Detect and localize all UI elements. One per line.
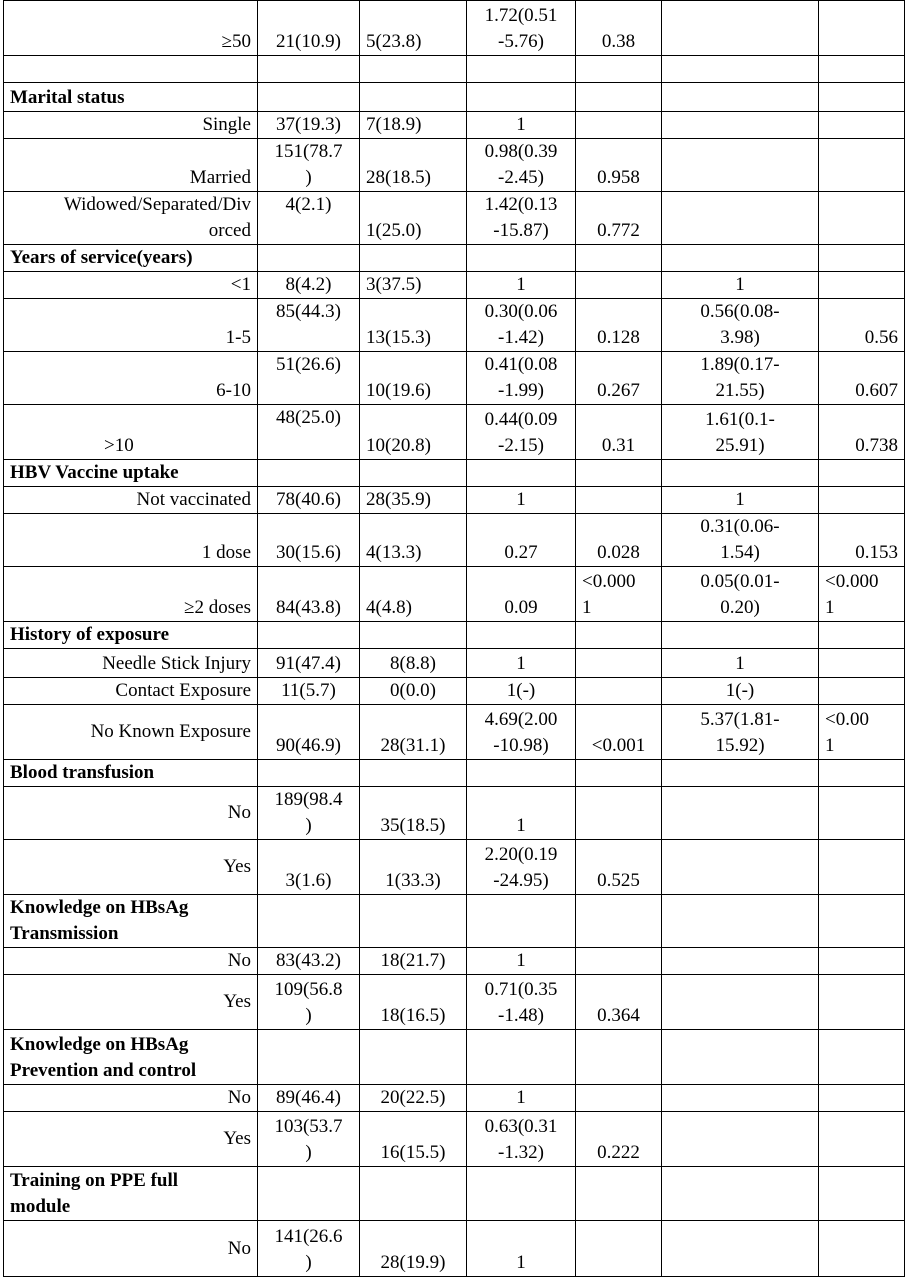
- cell-n-percent: 151(78.7 ): [258, 139, 360, 192]
- table-row: [4, 192, 905, 245]
- cell-positive: 35(18.5): [360, 787, 467, 840]
- cell-positive: 28(18.5): [360, 139, 467, 192]
- cell-aor: 1: [662, 649, 819, 678]
- cell-n-percent: 21(10.9): [258, 1, 360, 56]
- table-row-blank: [4, 56, 905, 83]
- cell-adj-p-value: [819, 649, 905, 678]
- cell-cor: 0.63(0.31 -1.32): [467, 1112, 576, 1167]
- cell-positive: 13(15.3): [360, 299, 467, 352]
- row-label: Yes: [4, 975, 258, 1030]
- cell-aor: [662, 192, 819, 245]
- section-label: Knowledge on HBsAg Prevention and control: [4, 1030, 258, 1085]
- cell-positive: 18(21.7): [360, 948, 467, 975]
- section-label: Years of service(years): [4, 245, 258, 272]
- cell-p-value: <0.001: [576, 705, 662, 760]
- cell-positive: 1(33.3): [360, 840, 467, 895]
- cell-positive: 28(35.9): [360, 487, 467, 514]
- cell-aor: 0.31(0.06- 1.54): [662, 514, 819, 567]
- cell-p-value: [576, 787, 662, 840]
- cell-aor: [662, 1, 819, 56]
- cell-adj-p-value: 0.153: [819, 514, 905, 567]
- section-label: Knowledge on HBsAg Transmission: [4, 895, 258, 948]
- cell-n-percent: 30(15.6): [258, 514, 360, 567]
- cell-cor: 0.27: [467, 514, 576, 567]
- cell-cor: 0.71(0.35 -1.48): [467, 975, 576, 1030]
- cell-cor: 1(-): [467, 678, 576, 705]
- table-section-row: [4, 1030, 905, 1085]
- cell-cor: 1: [467, 1221, 576, 1277]
- cell-aor: [662, 139, 819, 192]
- cell-n-percent: 89(46.4): [258, 1085, 360, 1112]
- section-label: Marital status: [4, 83, 258, 112]
- row-label: Not vaccinated: [4, 487, 258, 514]
- table-section-row: [4, 622, 905, 649]
- cell-p-value: 0.772: [576, 192, 662, 245]
- results-table-body: [4, 1, 905, 1277]
- cell-cor: 2.20(0.19 -24.95): [467, 840, 576, 895]
- cell-adj-p-value: [819, 1, 905, 56]
- cell-p-value: 0.31: [576, 405, 662, 460]
- row-label: 1-5: [4, 299, 258, 352]
- cell-p-value: [576, 487, 662, 514]
- cell-positive: 10(19.6): [360, 352, 467, 405]
- cell-aor: [662, 975, 819, 1030]
- row-label: No Known Exposure: [4, 705, 258, 760]
- cell-cor: 1.42(0.13 -15.87): [467, 192, 576, 245]
- row-label: Married: [4, 139, 258, 192]
- table-section-row: [4, 460, 905, 487]
- cell-cor: 0.98(0.39 -2.45): [467, 139, 576, 192]
- cell-p-value: 0.028: [576, 514, 662, 567]
- cell-n-percent: 11(5.7): [258, 678, 360, 705]
- cell-p-value: 0.267: [576, 352, 662, 405]
- cell-cor: 4.69(2.00 -10.98): [467, 705, 576, 760]
- cell-n-percent: 90(46.9): [258, 705, 360, 760]
- cell-p-value: [576, 948, 662, 975]
- cell-positive: 5(23.8): [360, 1, 467, 56]
- cell-aor: [662, 840, 819, 895]
- cell-positive: 10(20.8): [360, 405, 467, 460]
- cell-n-percent: 48(25.0): [258, 405, 360, 460]
- cell-p-value: [576, 1085, 662, 1112]
- cell-cor: 1: [467, 1085, 576, 1112]
- cell-aor: [662, 1085, 819, 1112]
- cell-aor: [662, 787, 819, 840]
- cell-cor: 1: [467, 487, 576, 514]
- row-label: Single: [4, 112, 258, 139]
- cell-positive: 4(4.8): [360, 567, 467, 622]
- table-row: [4, 975, 905, 1030]
- cell-n-percent: 103(53.7 ): [258, 1112, 360, 1167]
- table-row: [4, 678, 905, 705]
- cell-aor: 1.89(0.17- 21.55): [662, 352, 819, 405]
- table-row: [4, 514, 905, 567]
- table-row: [4, 649, 905, 678]
- cell-p-value: [576, 678, 662, 705]
- cell-n-percent: 109(56.8 ): [258, 975, 360, 1030]
- cell-aor: [662, 112, 819, 139]
- cell-p-value: [576, 649, 662, 678]
- cell-adj-p-value: [819, 1221, 905, 1277]
- cell-positive: 20(22.5): [360, 1085, 467, 1112]
- cell-cor: 1: [467, 272, 576, 299]
- row-label: No: [4, 787, 258, 840]
- cell-p-value: 0.38: [576, 1, 662, 56]
- row-label: ≥2 doses: [4, 567, 258, 622]
- cell-positive: 3(37.5): [360, 272, 467, 299]
- cell-aor: [662, 1112, 819, 1167]
- cell-p-value: 0.525: [576, 840, 662, 895]
- cell-p-value: 0.128: [576, 299, 662, 352]
- cell-adj-p-value: [819, 787, 905, 840]
- row-label: No: [4, 1221, 258, 1277]
- row-label: Yes: [4, 840, 258, 895]
- cell-n-percent: 51(26.6): [258, 352, 360, 405]
- cell-cor: 1: [467, 948, 576, 975]
- cell-positive: 16(15.5): [360, 1112, 467, 1167]
- cell-n-percent: 84(43.8): [258, 567, 360, 622]
- table-row: [4, 299, 905, 352]
- cell-adj-p-value: [819, 139, 905, 192]
- row-label: Contact Exposure: [4, 678, 258, 705]
- table-row: [4, 1, 905, 56]
- cell-positive: 28(31.1): [360, 705, 467, 760]
- section-label: HBV Vaccine uptake: [4, 460, 258, 487]
- table-row: [4, 112, 905, 139]
- row-label: Needle Stick Injury: [4, 649, 258, 678]
- cell-adj-p-value: [819, 272, 905, 299]
- cell-cor: 1: [467, 649, 576, 678]
- section-label: Blood transfusion: [4, 760, 258, 787]
- cell-cor: 1: [467, 112, 576, 139]
- cell-aor: [662, 1221, 819, 1277]
- cell-adj-p-value: [819, 1085, 905, 1112]
- cell-aor: 1(-): [662, 678, 819, 705]
- cell-aor: 5.37(1.81- 15.92): [662, 705, 819, 760]
- table-row: [4, 352, 905, 405]
- cell-n-percent: 3(1.6): [258, 840, 360, 895]
- cell-adj-p-value: [819, 840, 905, 895]
- cell-p-value: [576, 1221, 662, 1277]
- cell-adj-p-value: [819, 1112, 905, 1167]
- cell-aor: [662, 948, 819, 975]
- table-row: [4, 487, 905, 514]
- cell-cor: 0.09: [467, 567, 576, 622]
- cell-aor: 0.56(0.08- 3.98): [662, 299, 819, 352]
- table-row: [4, 567, 905, 622]
- cell-adj-p-value: <0.00 1: [819, 705, 905, 760]
- cell-n-percent: 78(40.6): [258, 487, 360, 514]
- cell-positive: 4(13.3): [360, 514, 467, 567]
- cell-p-value: [576, 112, 662, 139]
- cell-positive: 28(19.9): [360, 1221, 467, 1277]
- cell-n-percent: 4(2.1): [258, 192, 360, 245]
- cell-positive: 8(8.8): [360, 649, 467, 678]
- cell-adj-p-value: [819, 975, 905, 1030]
- cell-n-percent: 37(19.3): [258, 112, 360, 139]
- cell-adj-p-value: [819, 192, 905, 245]
- cell-p-value: 0.364: [576, 975, 662, 1030]
- cell-cor: 0.30(0.06 -1.42): [467, 299, 576, 352]
- table-section-row: [4, 760, 905, 787]
- cell-aor: 0.05(0.01- 0.20): [662, 567, 819, 622]
- table-section-row: [4, 895, 905, 948]
- cell-adj-p-value: 0.738: [819, 405, 905, 460]
- cell-positive: 18(16.5): [360, 975, 467, 1030]
- cell-adj-p-value: <0.000 1: [819, 567, 905, 622]
- cell-p-value: <0.000 1: [576, 567, 662, 622]
- cell-adj-p-value: [819, 678, 905, 705]
- table-row: [4, 787, 905, 840]
- row-label: No: [4, 1085, 258, 1112]
- section-label: History of exposure: [4, 622, 258, 649]
- row-label: 6-10: [4, 352, 258, 405]
- table-row: [4, 405, 905, 460]
- results-table: [3, 0, 905, 1277]
- cell-p-value: 0.958: [576, 139, 662, 192]
- cell-aor: 1.61(0.1- 25.91): [662, 405, 819, 460]
- cell-cor: 0.44(0.09 -2.15): [467, 405, 576, 460]
- table-section-row: [4, 245, 905, 272]
- row-label: Widowed/Separated/Div orced: [4, 192, 258, 245]
- cell-positive: 0(0.0): [360, 678, 467, 705]
- cell-positive: 1(25.0): [360, 192, 467, 245]
- row-label: <1: [4, 272, 258, 299]
- cell-adj-p-value: [819, 487, 905, 514]
- table-row: [4, 139, 905, 192]
- row-label: No: [4, 948, 258, 975]
- cell-adj-p-value: [819, 112, 905, 139]
- table-row: [4, 1112, 905, 1167]
- cell-n-percent: 91(47.4): [258, 649, 360, 678]
- row-label: Yes: [4, 1112, 258, 1167]
- row-label: >10: [4, 405, 258, 460]
- cell-adj-p-value: 0.607: [819, 352, 905, 405]
- section-label: Training on PPE full module: [4, 1167, 258, 1221]
- cell-n-percent: 85(44.3): [258, 299, 360, 352]
- table-row: [4, 1221, 905, 1277]
- cell-adj-p-value: [819, 948, 905, 975]
- cell-aor: 1: [662, 272, 819, 299]
- table-row: [4, 272, 905, 299]
- table-row: [4, 705, 905, 760]
- cell-aor: 1: [662, 487, 819, 514]
- table-row: [4, 840, 905, 895]
- cell-n-percent: 8(4.2): [258, 272, 360, 299]
- cell-positive: 7(18.9): [360, 112, 467, 139]
- cell-n-percent: 189(98.4 ): [258, 787, 360, 840]
- cell-adj-p-value: 0.56: [819, 299, 905, 352]
- cell-cor: 0.41(0.08 -1.99): [467, 352, 576, 405]
- cell-n-percent: 83(43.2): [258, 948, 360, 975]
- row-label: ≥50: [4, 1, 258, 56]
- cell-cor: 1.72(0.51 -5.76): [467, 1, 576, 56]
- table-row: [4, 948, 905, 975]
- table-section-row: [4, 1167, 905, 1221]
- row-label: 1 dose: [4, 514, 258, 567]
- cell-p-value: [576, 272, 662, 299]
- cell-n-percent: 141(26.6 ): [258, 1221, 360, 1277]
- table-row: [4, 1085, 905, 1112]
- cell-p-value: 0.222: [576, 1112, 662, 1167]
- table-section-row: [4, 83, 905, 112]
- cell-cor: 1: [467, 787, 576, 840]
